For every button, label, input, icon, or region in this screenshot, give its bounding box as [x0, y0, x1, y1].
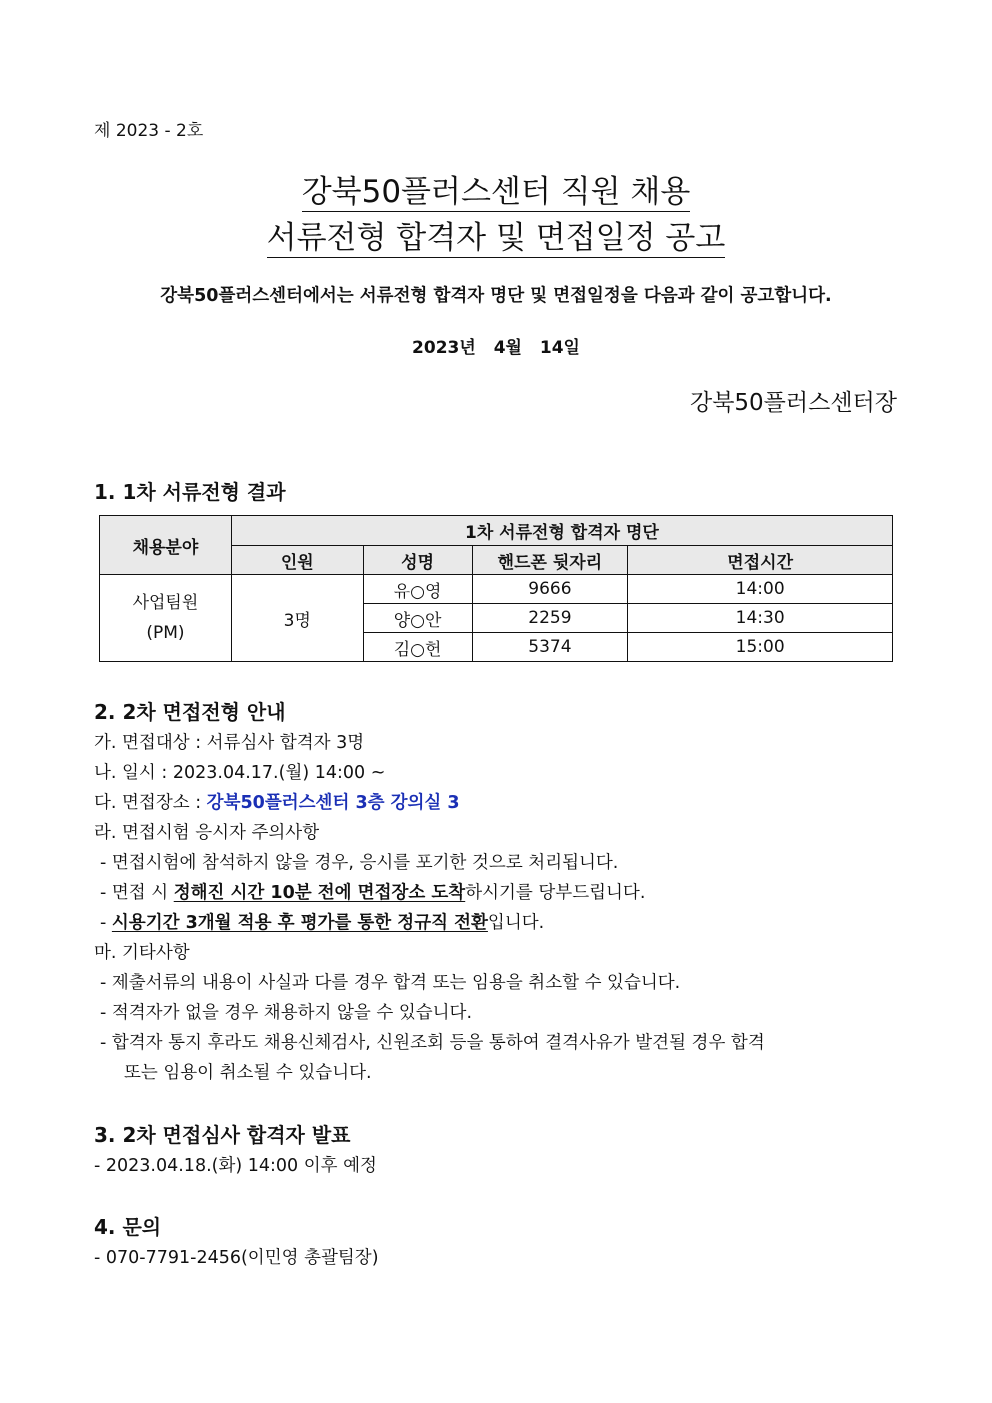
notice-item-emphasis: 정해진 시간 10분 전에 면접장소 도착: [173, 883, 466, 903]
interview-place-label: 다. 면접장소 :: [94, 793, 207, 813]
count-cell: 3명: [231, 575, 363, 662]
interview-datetime: 나. 일시 : 2023.04.17.(월) 14:00 ~: [94, 763, 386, 783]
other-item: - 제출서류의 내용이 사실과 다를 경우 합격 또는 임용을 취소할 수 있습니다.: [100, 973, 681, 993]
notice-heading: 라. 면접시험 응시자 주의사항: [94, 823, 320, 843]
section-3-heading: 3. 2차 면접심사 합격자 발표: [94, 1123, 351, 1147]
header-name: 성명: [363, 546, 472, 575]
result-table: [99, 515, 893, 662]
time-cell: 14:00: [628, 575, 893, 604]
title-line-2-text: 서류전형 합격자 및 면접일정 공고: [266, 220, 726, 256]
time-cell: 14:30: [628, 604, 893, 633]
name-cell: 김○헌: [363, 633, 472, 662]
header-phone: 핸드폰 뒷자리: [472, 546, 628, 575]
notice-item-suffix: 입니다.: [487, 913, 545, 933]
contact-info: - 070-7791-2456(이민영 총괄팀장): [94, 1248, 379, 1268]
intro-text: 강북50플러스센터에서는 서류전형 합격자 명단 및 면접일정을 다음과 같이 공고합니다.: [160, 286, 832, 306]
announcement-date: 2023년 4월 14일: [412, 338, 580, 358]
field-line-2: (PM): [146, 623, 185, 643]
title-line-1-text: 강북50플러스센터 직원 채용: [301, 174, 691, 210]
notice-item: [100, 909, 544, 934]
header-group: 1차 서류전형 합격자 명단: [231, 516, 892, 546]
other-heading: 마. 기타사항: [94, 943, 190, 963]
header-time: 면접시간: [628, 546, 893, 575]
header-field: 채용분야: [100, 516, 232, 575]
table-row: [100, 575, 893, 604]
notice-item: - 면접시험에 참석하지 않을 경우, 응시를 포기한 것으로 처리됩니다.: [100, 853, 619, 873]
interview-place-value: 강북50플러스센터 3층 강의실 3: [206, 793, 460, 813]
document-number: 제 2023 - 2호: [94, 121, 204, 141]
field-cell: [100, 575, 232, 662]
section-1-heading: 1. 1차 서류전형 결과: [94, 480, 286, 504]
phone-cell: 2259: [472, 604, 628, 633]
other-item: - 적격자가 없을 경우 채용하지 않을 수 있습니다.: [100, 1003, 473, 1023]
phone-cell: 5374: [472, 633, 628, 662]
other-item-continued: 또는 임용이 취소될 수 있습니다.: [124, 1063, 372, 1083]
name-cell: 양○안: [363, 604, 472, 633]
title-line-2: [0, 212, 992, 257]
notice-item-prefix: -: [100, 913, 112, 933]
interview-place: [94, 789, 460, 814]
name-cell: 유○영: [363, 575, 472, 604]
field-line-1: 사업팀원: [132, 593, 199, 613]
phone-cell: 9666: [472, 575, 628, 604]
header-count: 인원: [231, 546, 363, 575]
notice-item-prefix: - 면접 시: [100, 883, 174, 903]
notice-item: [100, 879, 645, 904]
section-4-heading: 4. 문의: [94, 1215, 162, 1239]
section-2-heading: 2. 2차 면접전형 안내: [94, 700, 286, 724]
time-cell: 15:00: [628, 633, 893, 662]
other-item: - 합격자 통지 후라도 채용신체검사, 신원조회 등을 통하여 결격사유가 발견될 경우 합격: [100, 1033, 765, 1053]
interview-target: 가. 면접대상 : 서류심사 합격자 3명: [94, 733, 365, 753]
notice-item-suffix: 하시기를 당부드립니다.: [465, 883, 646, 903]
notice-item-emphasis: 시용기간 3개월 적용 후 평가를 통한 정규직 전환: [111, 913, 488, 933]
signer: 강북50플러스센터장: [689, 390, 897, 416]
title-line-1: [0, 166, 992, 211]
announcement-schedule: - 2023.04.18.(화) 14:00 이후 예정: [94, 1156, 377, 1176]
